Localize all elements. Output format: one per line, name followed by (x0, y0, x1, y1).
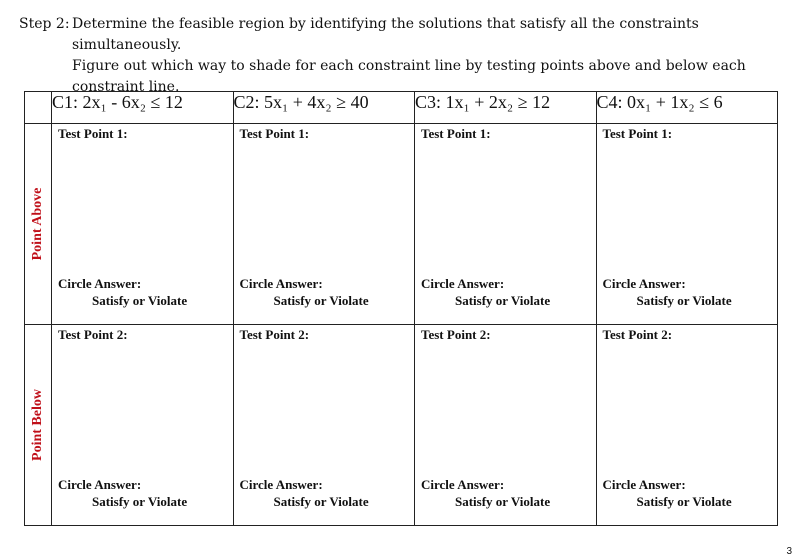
answer-cell-c3-below[interactable] (415, 325, 597, 526)
constraint-test-table (24, 91, 778, 526)
satisfy-or-violate-choice[interactable]: Satisfy or Violate (92, 494, 188, 509)
circle-answer-label: Circle Answer: (239, 477, 323, 492)
constraint-header-c1: C1: 2x₁ - 6x₂ ≤ 12 (52, 92, 234, 124)
step-line-2: Figure out which way to shade for each constraint line by testing points above and below each constraint line. (72, 58, 746, 95)
test-point-label: Test Point 2: (421, 327, 491, 342)
corner-cell (25, 92, 52, 124)
side-cell-above (25, 124, 52, 325)
row-point-below (25, 325, 778, 526)
point-above-label: Point Above (30, 187, 45, 261)
satisfy-or-violate-choice[interactable]: Satisfy or Violate (636, 293, 732, 308)
header-row (25, 92, 778, 124)
test-point-label: Test Point 1: (421, 126, 491, 141)
satisfy-or-violate-choice[interactable]: Satisfy or Violate (273, 293, 369, 308)
test-point-label: Test Point 2: (602, 327, 673, 342)
answer-cell-c3-above[interactable] (415, 124, 597, 325)
step-label: Step 2: (19, 16, 70, 32)
satisfy-or-violate-choice[interactable]: Satisfy or Violate (273, 494, 369, 509)
step-line-1: Determine the feasible region by identifying the solutions that satisfy all the constraints simultaneously. (72, 16, 699, 53)
satisfy-or-violate-choice[interactable]: Satisfy or Violate (636, 494, 732, 509)
circle-answer-label: Circle Answer: (602, 276, 686, 291)
row-point-above (25, 124, 778, 325)
satisfy-or-violate-choice[interactable]: Satisfy or Violate (92, 293, 188, 308)
circle-answer-label: Circle Answer: (58, 477, 142, 492)
satisfy-or-violate-choice[interactable]: Satisfy or Violate (455, 293, 551, 308)
circle-answer-label: Circle Answer: (58, 276, 142, 291)
instructions (19, 14, 789, 98)
answer-cell-c1-above[interactable] (52, 124, 234, 325)
circle-answer-label: Circle Answer: (239, 276, 323, 291)
test-point-label: Test Point 1: (239, 126, 310, 141)
side-cell-below (25, 325, 52, 526)
answer-cell-c4-above[interactable] (596, 124, 778, 325)
circle-answer-label: Circle Answer: (602, 477, 686, 492)
circle-answer-label: Circle Answer: (421, 477, 505, 492)
answer-cell-c2-below[interactable] (233, 325, 415, 526)
point-below-label: Point Below (30, 389, 45, 461)
answer-cell-c2-above[interactable] (233, 124, 415, 325)
test-point-label: Test Point 2: (239, 327, 310, 342)
test-point-label: Test Point 1: (58, 126, 128, 141)
constraint-header-c2: C2: 5x₁ + 4x₂ ≥ 40 (233, 92, 415, 124)
constraint-header-c4: C4: 0x₁ + 1x₂ ≤ 6 (596, 92, 778, 124)
satisfy-or-violate-choice[interactable]: Satisfy or Violate (455, 494, 551, 509)
answer-cell-c4-below[interactable] (596, 325, 778, 526)
constraint-header-c3: C3: 1x₁ + 2x₂ ≥ 12 (415, 92, 597, 124)
test-point-label: Test Point 2: (58, 327, 128, 342)
answer-cell-c1-below[interactable] (52, 325, 234, 526)
circle-answer-label: Circle Answer: (421, 276, 505, 291)
page-number: 3 (786, 546, 792, 557)
test-point-label: Test Point 1: (602, 126, 673, 141)
